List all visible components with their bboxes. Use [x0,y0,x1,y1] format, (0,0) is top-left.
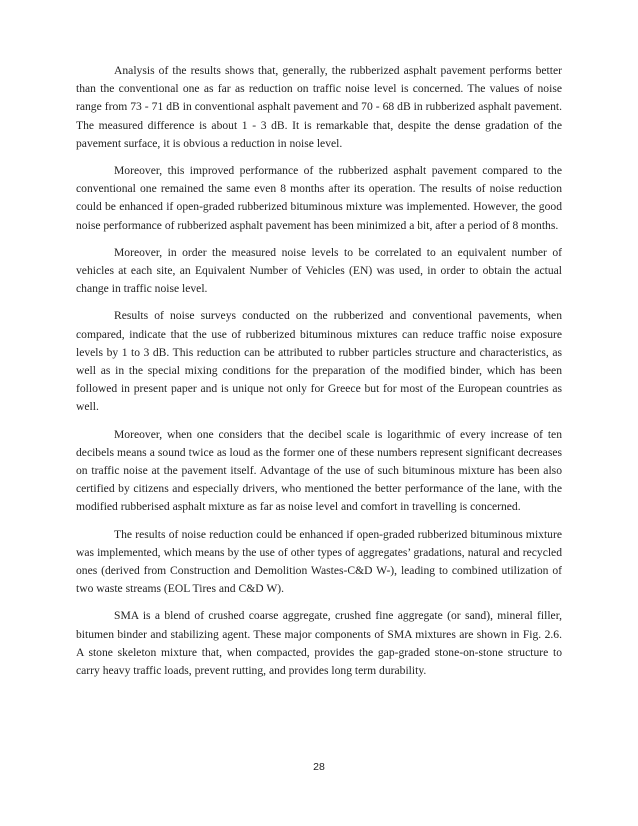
body-text [76,62,562,689]
paragraph-equivalent-vehicles: Moreover, in order the measured noise levels to be correlated to an equivalent number of vehicles at each site, an Equivalent Number of Vehicles (EN) was used, in order to obtain the actual change in traffic noise level. [76,245,562,296]
paragraph-decibel-scale: Moreover, when one considers that the decibel scale is logarithmic of every increase of ten decibels means a sound twice as loud as the former one of these numbers represent significant decreases on traffic noise at the pavement itself. Advantage of the use of such bituminous mixture has been also certified by citizens and especially drivers, who mentioned the better performance of the lane, with the modified rubberised asphalt mixture as far as noise level and comfort in travelling is concerned. [76,427,562,514]
paragraph-noise-surveys: Results of noise surveys conducted on the rubberized and conventional pavements, when compared, indicate that the use of rubberized bituminous mixtures can reduce traffic noise exposure levels by 1 to 3 dB. This reduction can be attributed to rubber particles structure and characteristics, as well as in the special mixing conditions for the preparation of the modified binder, which has been followed in present paper and is unique not only for Greece but for most of the European countries as well. [76,309,562,414]
paragraph-sma-blend: SMA is a blend of crushed coarse aggregate, crushed fine aggregate (or sand), mineral filler, bitumen binder and stabilizing agent. These major components of SMA mixtures are shown in Fig. 2.6. A stone skeleton mixture that, when compacted, provides the gap-graded stone-on-stone structure to carry heavy traffic loads, prevent rutting, and provides long term durability. [76,609,562,678]
page-number: 28 [313,761,325,773]
paragraph-noise-analysis: Analysis of the results shows that, generally, the rubberized asphalt pavement performs better than the conventional one as far as reduction on traffic noise level is concerned. The values of noise range from 73 - 71 dB in conventional asphalt pavement and 70 - 68 dB in rubberized asphalt pavement. The measured difference is about 1 - 3 dB. It is remarkable that, despite the dense gradation of the pavement surface, it is obvious a reduction in noise level. [76,64,562,150]
paragraph-open-graded: The results of noise reduction could be enhanced if open-graded rubberized bituminous mixture was implemented, which means by the use of other types of aggregates’ gradations, natural and recycled ones (derived from Construction and Demolition Wastes-C&D W-), leading to combined utilization of two waste streams (EOL Tires and C&D W). [76,527,562,596]
paragraph-eight-months: Moreover, this improved performance of the rubberized asphalt pavement compared to the conventional one remained the same even 8 months after its operation. The results of noise reduction could be enhanced if open-graded rubberized bituminous mixture was implemented. However, the good noise performance of rubberized asphalt pavement has been minimized a bit, after a period of 8 months. [76,164,562,232]
